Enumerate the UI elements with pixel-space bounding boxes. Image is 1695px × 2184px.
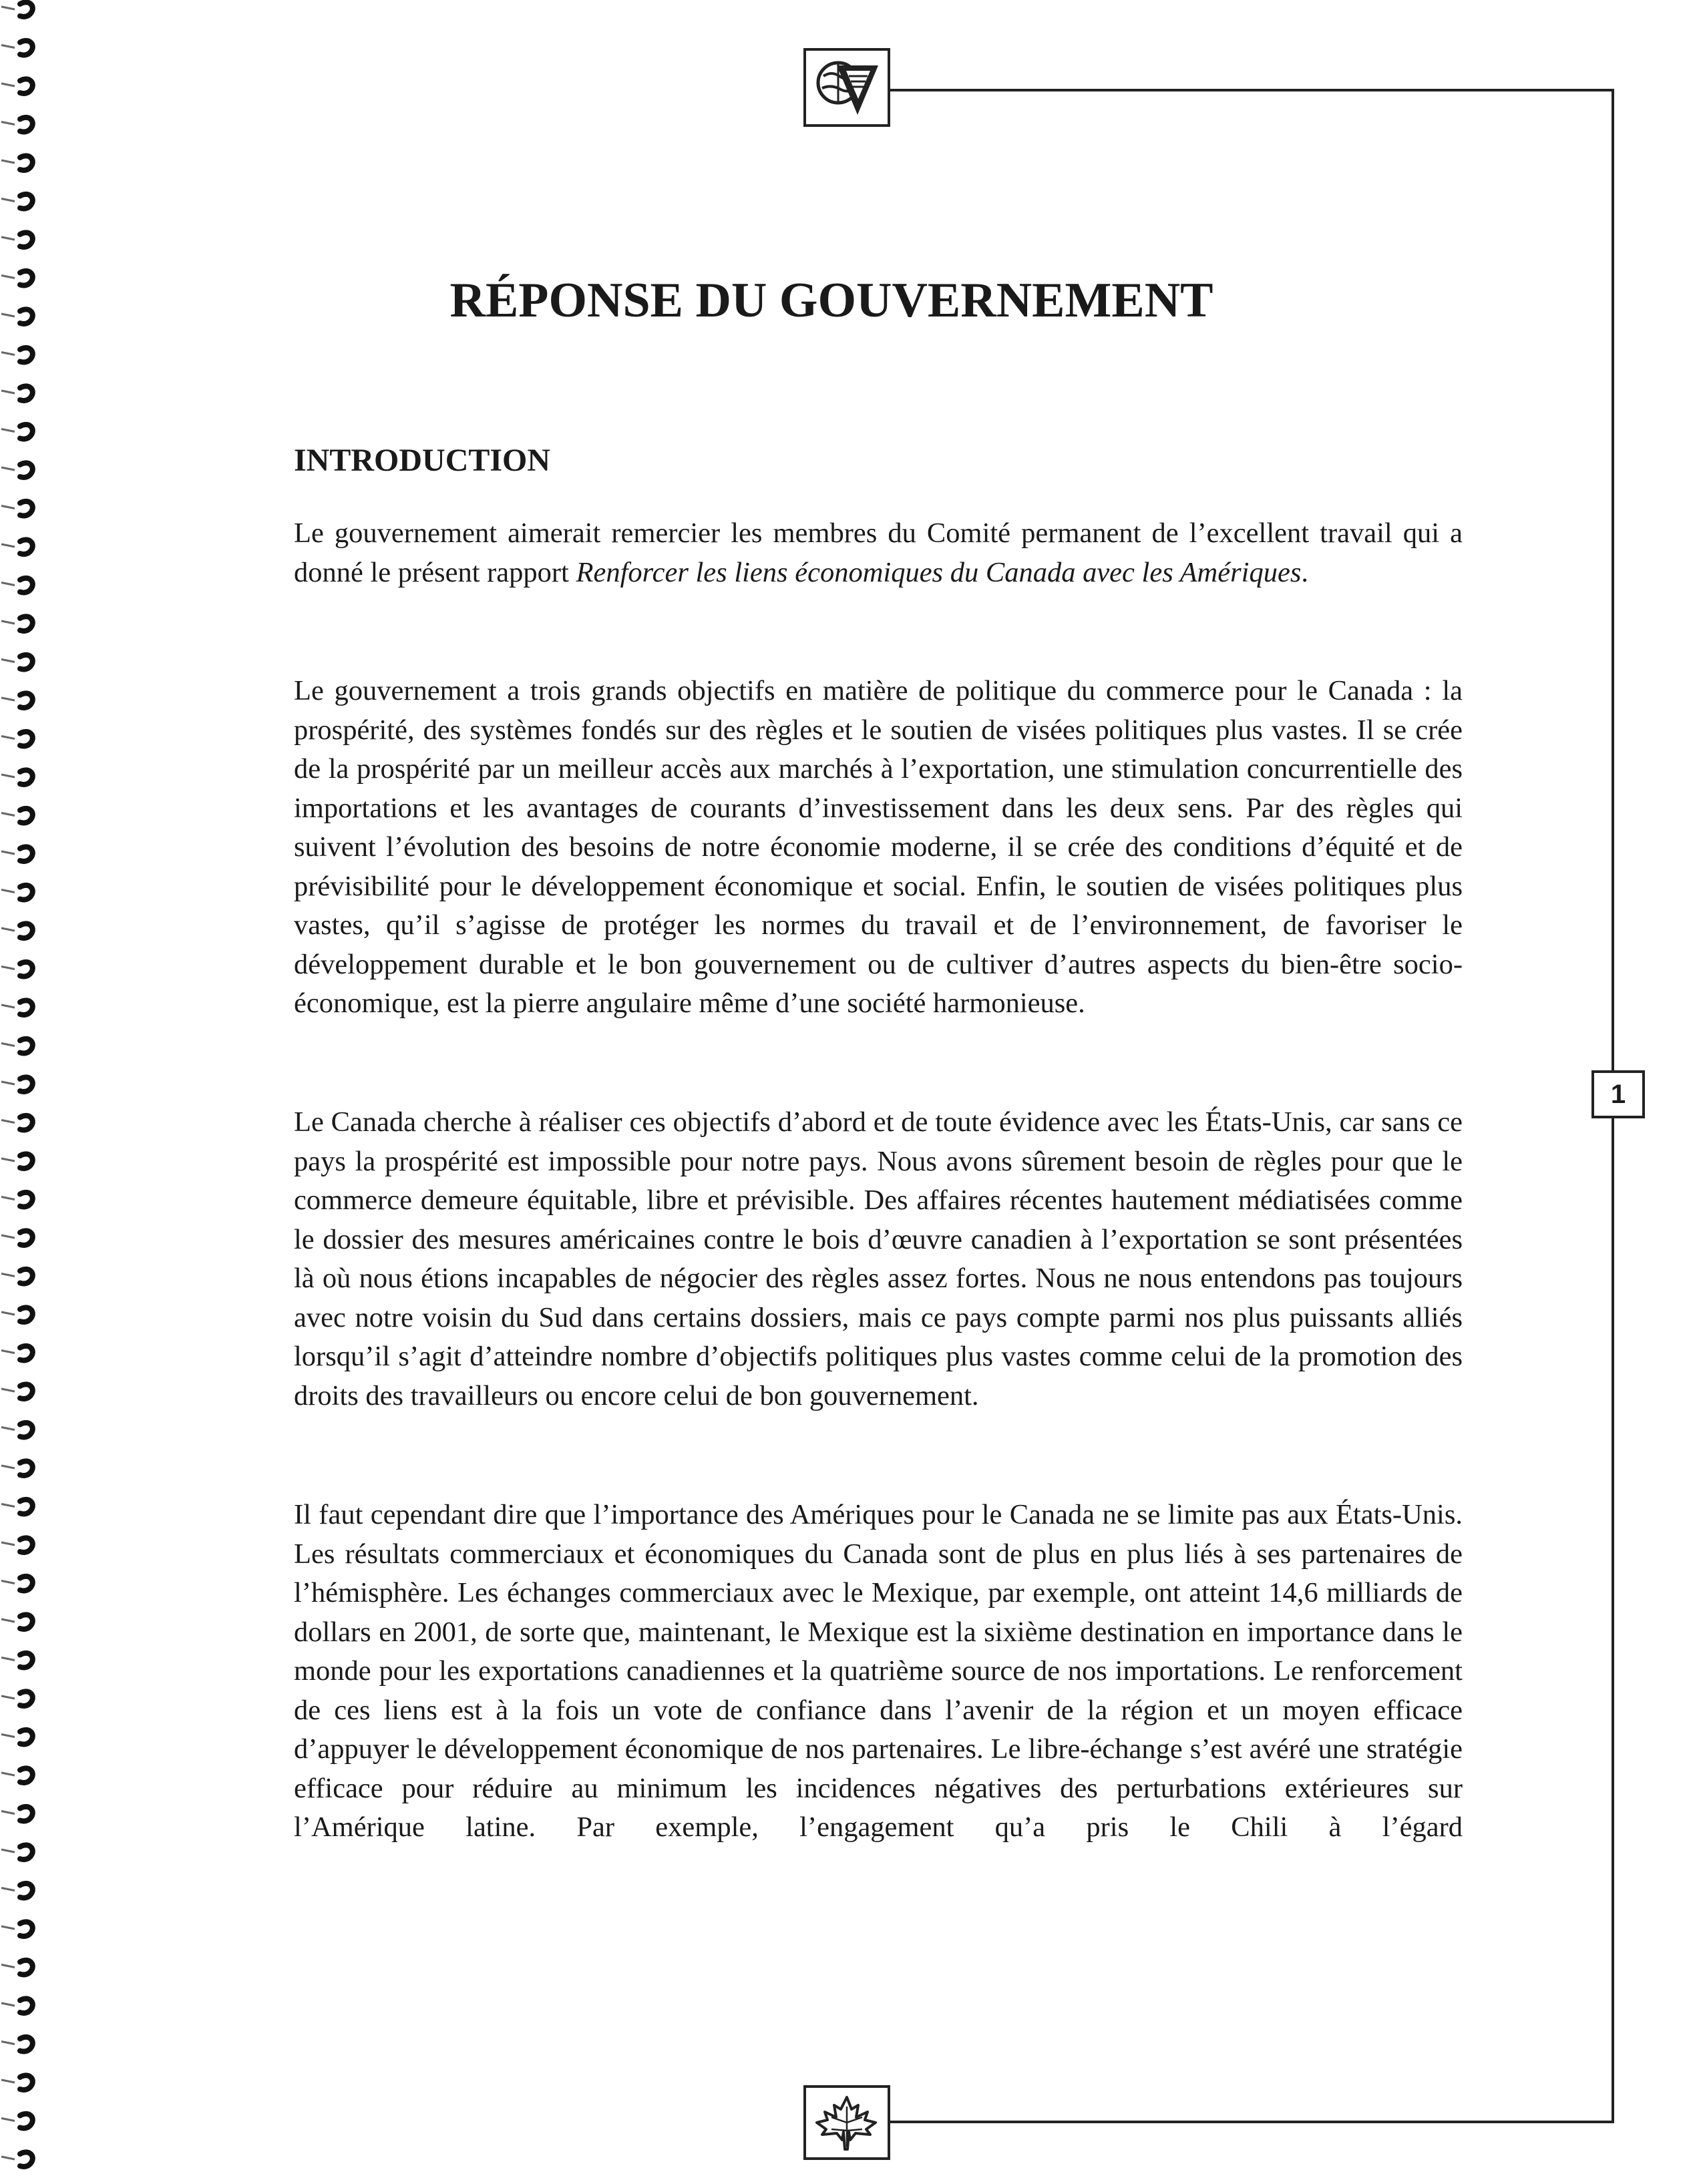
- paragraph-1-text: Le gouvernement aimerait remercier les membres du Comité permanent de l’excellent travail qui a donné le présent rapport: [294, 517, 1463, 588]
- top-emblem: [803, 48, 890, 127]
- paragraph-2: Le gouvernement a trois grands objectifs en matière de politique du commerce pour le Canada : la prospérité, des systèmes fondés sur des règles et le soutien de visées politiques plus vastes. Il se crée de la prospérité par un meilleur accès aux marchés à l’exportation, une stimulation concurrentielle des importations et les avantages de courants d’investissement dans les deux sens. Par des règles qui suivent l’évolution des besoins de notre économie moderne, il se crée des conditions d’équité et de prévisibilité pour le développement économique et social. Enfin, le soutien de visées politiques plus vastes, qu’il s’agisse de protéger les normes du travail et de l’environnement, de favoriser le développement durable et le bon gouvernement ou de cultiver d’autres aspects du bien-être socio-économique, est la pierre angulaire même d’une société harmonieuse.: [294, 675, 1463, 1019]
- maple-leaf-icon: [811, 2093, 882, 2152]
- page-number-box: 1: [1591, 1070, 1645, 1118]
- paragraph-4: Il faut cependant dire que l’importance des Amériques pour le Canada ne se limite pas aux États-Unis. Les résultats commerciaux et économiques du Canada sont de plus en plus liés à ses partenaires de l’hémisphère. Les échanges commerciaux avec le Mexique, par exemple, ont atteint 14,6 milliards de dollars en 2001, de sorte que, maintenant, le Mexique est la sixième destination en importance dans le monde pour les exportations canadiennes et la quatrième source de nos importations. Le renforcement de ces liens est à la fois un vote de confiance dans l’avenir de la région et un moyen efficace d’appuyer le développement économique de nos partenaires. Le libre-échange s’est avéré une stratégie efficace pour réduire au minimum les incidences négatives des perturbations extérieures sur l’Amérique latine. Par exemple, l’engagement qu’a pris le Chili à l’égard: [294, 1499, 1463, 1843]
- paragraph-1: [294, 514, 1463, 592]
- report-title-italic: Renforcer les liens économiques du Canada avec les Amériques: [576, 556, 1302, 588]
- paragraph-3: Le Canada cherche à réaliser ces objectifs d’abord et de toute évidence avec les États-Unis, car sans ce pays la prospérité est impossible pour notre pays. Nous avons sûrement besoin de règles pour que le commerce demeure équitable, libre et prévisible. Des affaires récentes hautement médiatisées comme le dossier des mesures américaines contre le bois d’œuvre canadien à l’exportation se sont présentées là où nous étions incapables de négocier des règles assez fortes. Nous ne nous entendons pas toujours avec notre voisin du Sud dans certains dossiers, mais ce pays compte parmi nos plus puissants alliés lorsqu’il s’agit d’atteindre nombre d’objectifs politiques plus vastes comme celui de la promotion des droits des travailleurs ou encore celui de bon gouvernement.: [294, 1106, 1463, 1411]
- globe-and-triangle-emblem-icon: [811, 56, 882, 119]
- bottom-emblem: [803, 2085, 890, 2160]
- section-heading: INTRODUCTION: [294, 443, 551, 478]
- paragraph-1-end: .: [1301, 556, 1308, 588]
- document-title: RÉPONSE DU GOUVERNEMENT: [449, 273, 1213, 328]
